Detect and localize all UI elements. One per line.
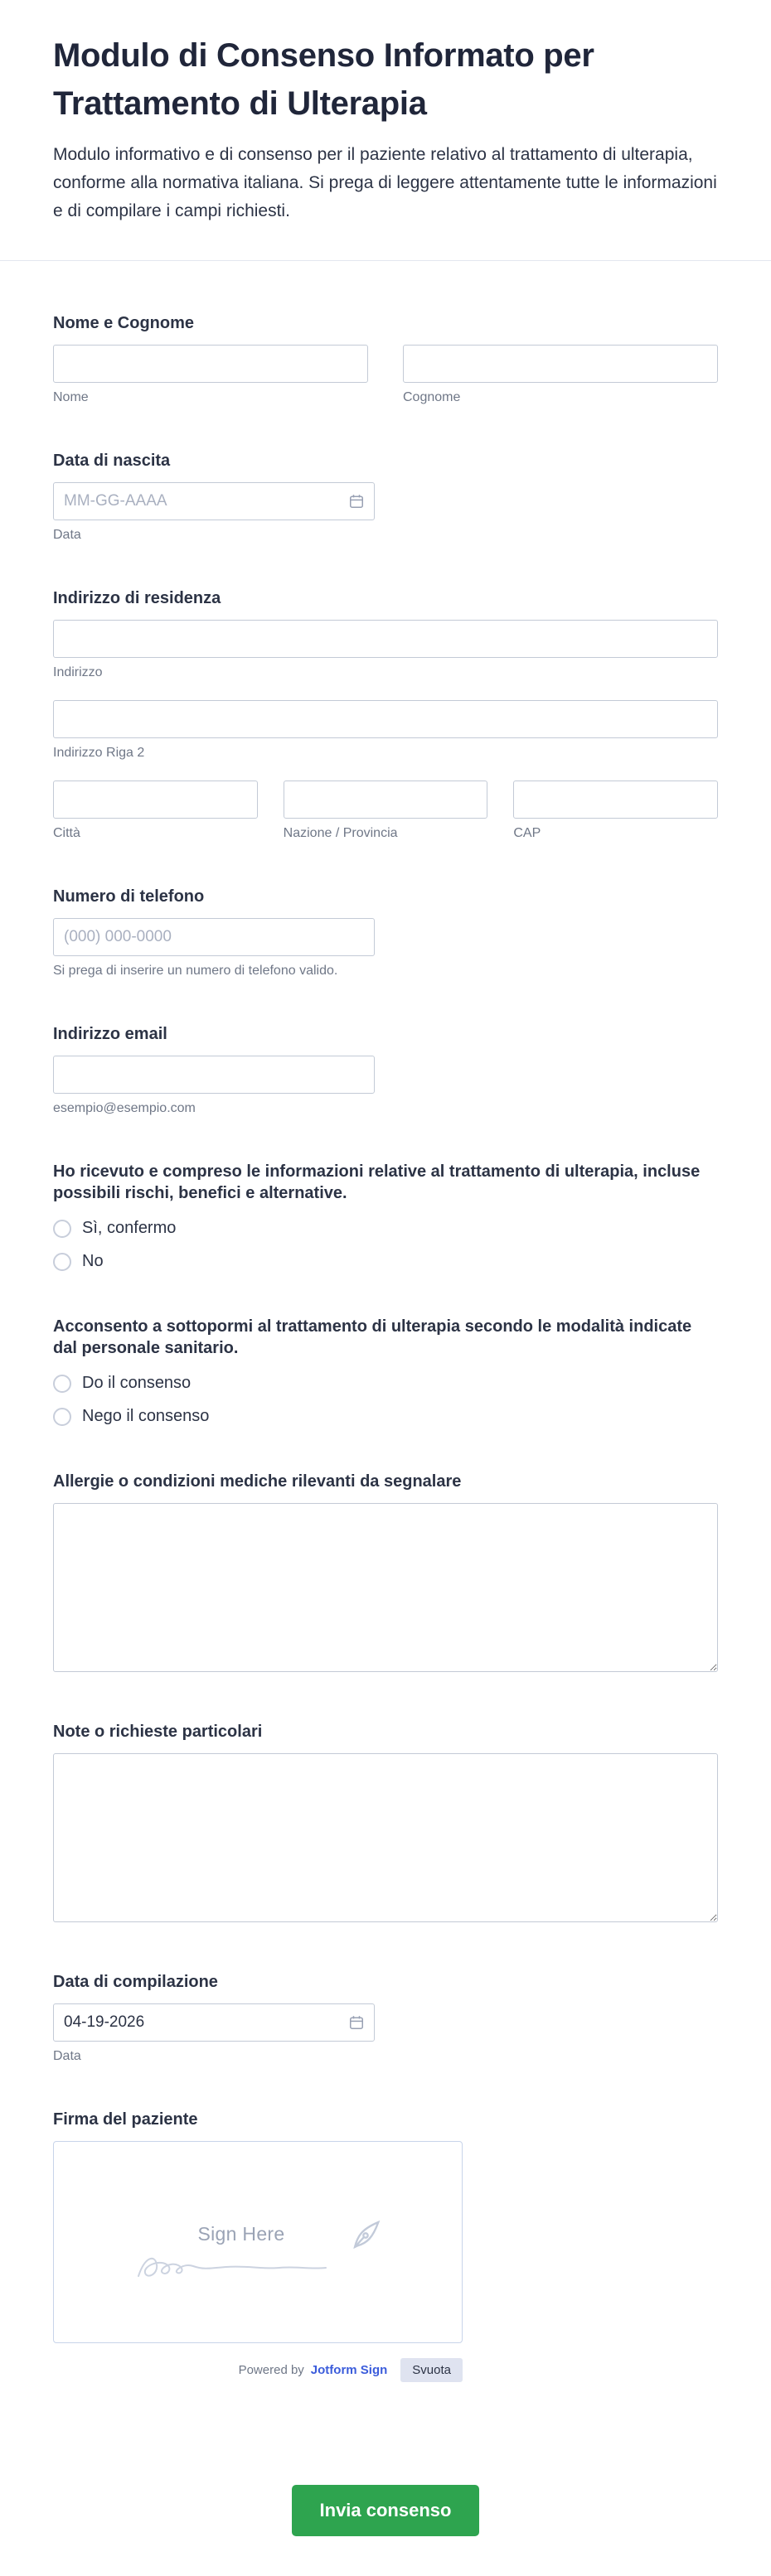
phone-label: Numero di telefono <box>53 887 205 906</box>
radio-option-label: Sì, confermo <box>82 1219 177 1238</box>
radio-button-icon[interactable] <box>53 1408 71 1426</box>
field-allergies <box>53 1471 718 1676</box>
field-info-consent <box>53 1161 718 1271</box>
street2-input[interactable] <box>53 700 718 738</box>
phone-input[interactable] <box>53 918 375 956</box>
radio-option-label: Do il consenso <box>82 1374 192 1393</box>
zip-input[interactable] <box>513 781 718 819</box>
signature-pad[interactable] <box>53 2141 463 2343</box>
allergies-textarea[interactable] <box>53 1503 718 1672</box>
phone-sublabel: Si prega di inserire un numero di telefono valido. <box>53 964 338 979</box>
radio-option-label: Nego il consenso <box>82 1407 210 1426</box>
city-input[interactable] <box>53 781 258 819</box>
city-sublabel: Città <box>53 826 80 841</box>
address-label: Indirizzo di residenza <box>53 589 221 608</box>
notes-textarea[interactable] <box>53 1753 718 1922</box>
signature-scribble-icon <box>133 2248 332 2288</box>
street-input[interactable] <box>53 620 718 658</box>
signature-label: Firma del paziente <box>53 2110 198 2129</box>
radio-button-icon[interactable] <box>53 1253 71 1271</box>
calendar-icon[interactable] <box>348 493 365 510</box>
radio-option-si-confermo[interactable] <box>53 1219 718 1238</box>
email-sublabel: esempio@esempio.com <box>53 1101 196 1116</box>
field-phone <box>53 886 718 979</box>
first-name-input[interactable] <box>53 345 368 383</box>
powered-by-label: Powered by <box>238 2363 304 2378</box>
field-birth-date <box>53 450 718 543</box>
notes-label: Note o richieste particolari <box>53 1723 263 1742</box>
calendar-icon[interactable] <box>348 2014 365 2031</box>
radio-button-icon[interactable] <box>53 1220 71 1238</box>
allergies-label: Allergie o condizioni mediche rilevanti da segnalare <box>53 1472 462 1491</box>
state-input[interactable] <box>284 781 488 819</box>
info-consent-label: Ho ricevuto e compreso le informazioni relative al trattamento di ulterapia, incluse possibili rischi, benefici e alternative. <box>53 1162 701 1203</box>
fill-date-sublabel: Data <box>53 2049 81 2064</box>
birth-date-sublabel: Data <box>53 528 81 543</box>
fill-date-label: Data di compilazione <box>53 1973 218 1992</box>
email-label: Indirizzo email <box>53 1025 167 1044</box>
treatment-consent-options <box>53 1374 718 1426</box>
street2-sublabel: Indirizzo Riga 2 <box>53 746 145 761</box>
field-address <box>53 587 718 841</box>
field-signature <box>53 2109 718 2382</box>
pen-nib-icon <box>351 2218 384 2251</box>
submit-button[interactable]: Invia consenso <box>292 2485 480 2536</box>
first-name-sublabel: Nome <box>53 390 89 405</box>
clear-signature-button[interactable]: Svuota <box>400 2358 463 2382</box>
fill-date-input[interactable] <box>53 2003 375 2042</box>
page-title: Modulo di Consenso Informato per Trattamento di Ulterapia <box>53 37 594 122</box>
form-header <box>0 0 771 225</box>
field-full-name <box>53 312 718 405</box>
page-description: Modulo informativo e di consenso per il paziente relativo al trattamento di ulterapia, conforme alla normativa italiana. Si prega di leggere attentamente tutte le informazioni e di compilare i campi richiesti. <box>53 145 717 221</box>
info-consent-options <box>53 1219 718 1271</box>
radio-option-do-il-consenso[interactable] <box>53 1374 718 1393</box>
radio-option-label: No <box>82 1252 104 1271</box>
submit-row <box>53 2427 718 2576</box>
zip-sublabel: CAP <box>513 826 541 841</box>
treatment-consent-label: Acconsento a sottopormi al trattamento di ulterapia secondo le modalità indicate dal personale sanitario. <box>53 1317 692 1358</box>
last-name-input[interactable] <box>403 345 718 383</box>
radio-option-nego-il-consenso[interactable] <box>53 1407 718 1426</box>
field-treatment-consent <box>53 1316 718 1426</box>
last-name-sublabel: Cognome <box>403 390 461 405</box>
jotform-sign-brand[interactable]: Jotform Sign <box>310 2363 388 2378</box>
full-name-label: Nome e Cognome <box>53 314 195 333</box>
birth-date-label: Data di nascita <box>53 452 171 471</box>
field-email <box>53 1023 718 1116</box>
sign-here-placeholder: Sign Here <box>197 2223 285 2245</box>
radio-button-icon[interactable] <box>53 1375 71 1393</box>
signature-footer <box>53 2358 463 2382</box>
field-fill-date <box>53 1971 718 2064</box>
state-sublabel: Nazione / Provincia <box>283 826 398 841</box>
radio-option-no[interactable] <box>53 1252 718 1271</box>
field-notes <box>53 1721 718 1926</box>
consent-form <box>0 261 771 2576</box>
email-input[interactable] <box>53 1056 375 1094</box>
birth-date-input[interactable] <box>53 482 375 520</box>
street-sublabel: Indirizzo <box>53 665 103 680</box>
